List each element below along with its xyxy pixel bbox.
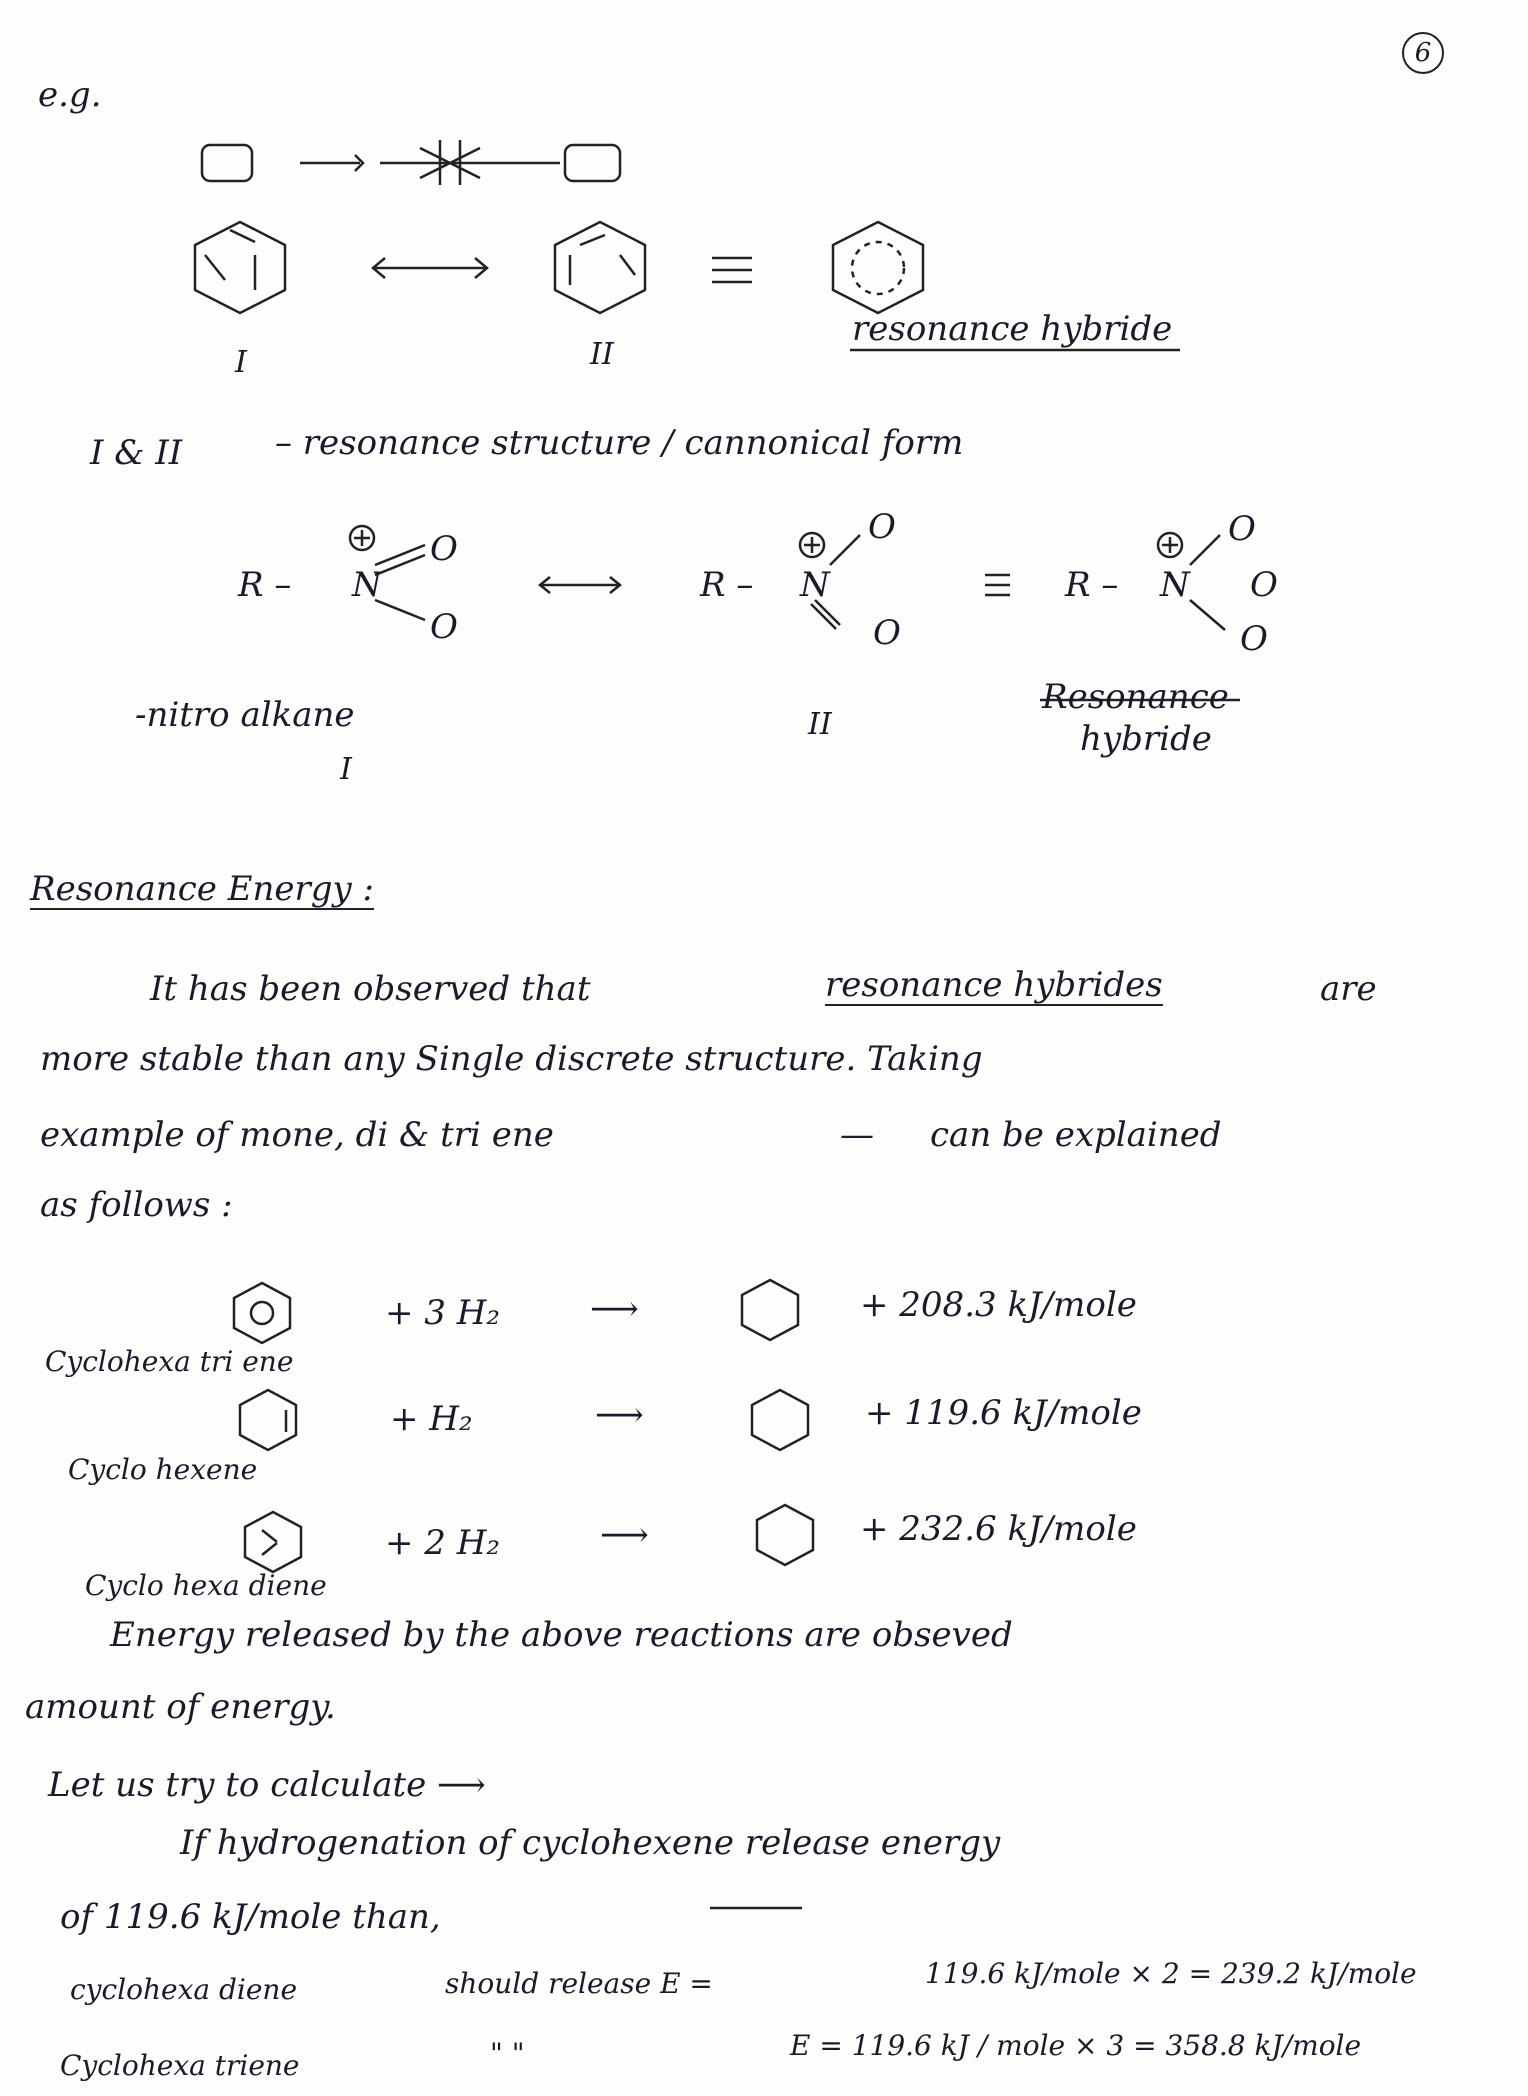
reaction-3-reagent: + 2 H₂ xyxy=(385,1523,501,1563)
cyclohexane-product-1 xyxy=(742,1280,798,1340)
after-line4: If hydrogenation of cyclohexene release energy xyxy=(180,1823,1001,1863)
cyclohexane-product-3 xyxy=(757,1505,813,1565)
nitro-o-3c: O xyxy=(1240,619,1268,659)
section-heading: Resonance Energy : xyxy=(30,869,375,909)
para-line1-b: resonance hybrides xyxy=(825,965,1163,1005)
nitro-o-1a: O xyxy=(430,529,458,569)
after-line1: Energy released by the above reactions are obseved xyxy=(110,1615,1013,1655)
nitro-n-3: N xyxy=(1160,565,1190,605)
benzene-label-1: I xyxy=(235,345,247,380)
reaction-1-product: + 208.3 kJ/mole xyxy=(860,1285,1137,1325)
reaction-2-reagent: + H₂ xyxy=(390,1399,473,1439)
nitro-hybrid-label-2: hybride xyxy=(1080,719,1212,759)
para-line3-b: — xyxy=(840,1115,874,1155)
para-line2: more stable than any Single discrete structure. Taking xyxy=(40,1039,983,1079)
reaction-3-product: + 232.6 kJ/mole xyxy=(860,1509,1137,1549)
nitro-o-2a: O xyxy=(868,507,896,547)
reaction-2-product: + 119.6 kJ/mole xyxy=(865,1393,1142,1433)
nitro-n-1: N xyxy=(352,565,382,605)
canonical-note-right: – resonance structure / cannonical form xyxy=(275,423,964,463)
after-line6-mid: should release E = xyxy=(445,1967,713,2000)
reaction-2-arrow: ⟶ xyxy=(595,1395,644,1435)
para-line3-c: can be explained xyxy=(930,1115,1222,1155)
after-line5: of 119.6 kJ/mole than, xyxy=(60,1897,441,1937)
canonical-note-left: I & II xyxy=(90,433,183,473)
reaction-1-arrow: ⟶ xyxy=(590,1289,639,1329)
after-line2: amount of energy. xyxy=(25,1687,336,1727)
benzene-label-2: II xyxy=(590,337,614,372)
para-line1-c: are xyxy=(1320,969,1377,1009)
cyclohexadiene-structure xyxy=(245,1512,301,1572)
reaction-3-name: Cyclo hexa diene xyxy=(85,1569,327,1602)
nitro-r-2: R – xyxy=(700,565,754,605)
reaction-3-arrow: ⟶ xyxy=(600,1515,649,1555)
after-line6-name: cyclohexa diene xyxy=(70,1973,298,2006)
after-line3: Let us try to calculate ⟶ xyxy=(48,1765,486,1805)
cyclohexene-structure xyxy=(240,1390,296,1450)
nitro-o-1b: O xyxy=(430,607,458,647)
eg-label: e.g. xyxy=(38,75,102,115)
nitro-n-2: N xyxy=(800,565,830,605)
after-line6-value: 119.6 kJ/mole × 2 = 239.2 kJ/mole xyxy=(925,1957,1417,1990)
reaction-2-name: Cyclo hexene xyxy=(68,1453,258,1486)
reaction-1-reagent: + 3 H₂ xyxy=(385,1293,501,1333)
nitro-hybrid-label-1: Resonance xyxy=(1042,677,1229,717)
nitro-label-2: II xyxy=(808,707,832,742)
benzene-hybrid-label: resonance hybride xyxy=(852,309,1173,349)
para-line4: as follows : xyxy=(40,1185,233,1225)
after-line7-value: E = 119.6 kJ / mole × 3 = 358.8 kJ/mole xyxy=(790,2029,1362,2062)
nitro-o-3a: O xyxy=(1228,509,1256,549)
nitro-o-2b: O xyxy=(873,613,901,653)
cyclohexatriene-structure xyxy=(234,1283,290,1343)
page-number: 6 xyxy=(1414,38,1432,68)
after-line7-mid: " " xyxy=(490,2037,525,2070)
para-line3-a: example of mone, di & tri ene xyxy=(40,1115,554,1155)
nitro-alkane-label: -nitro alkane xyxy=(135,695,355,735)
reaction-1-name: Cyclohexa tri ene xyxy=(45,1345,294,1378)
para-line1-a: It has been observed that xyxy=(150,969,591,1009)
after-line7-name: Cyclohexa triene xyxy=(60,2049,300,2082)
nitro-o-3b: O xyxy=(1250,565,1278,605)
nitro-r-3: R – xyxy=(1065,565,1119,605)
nitro-r-1: R – xyxy=(238,565,292,605)
cyclohexane-product-2 xyxy=(752,1390,808,1450)
nitro-label-1: I xyxy=(340,752,352,787)
